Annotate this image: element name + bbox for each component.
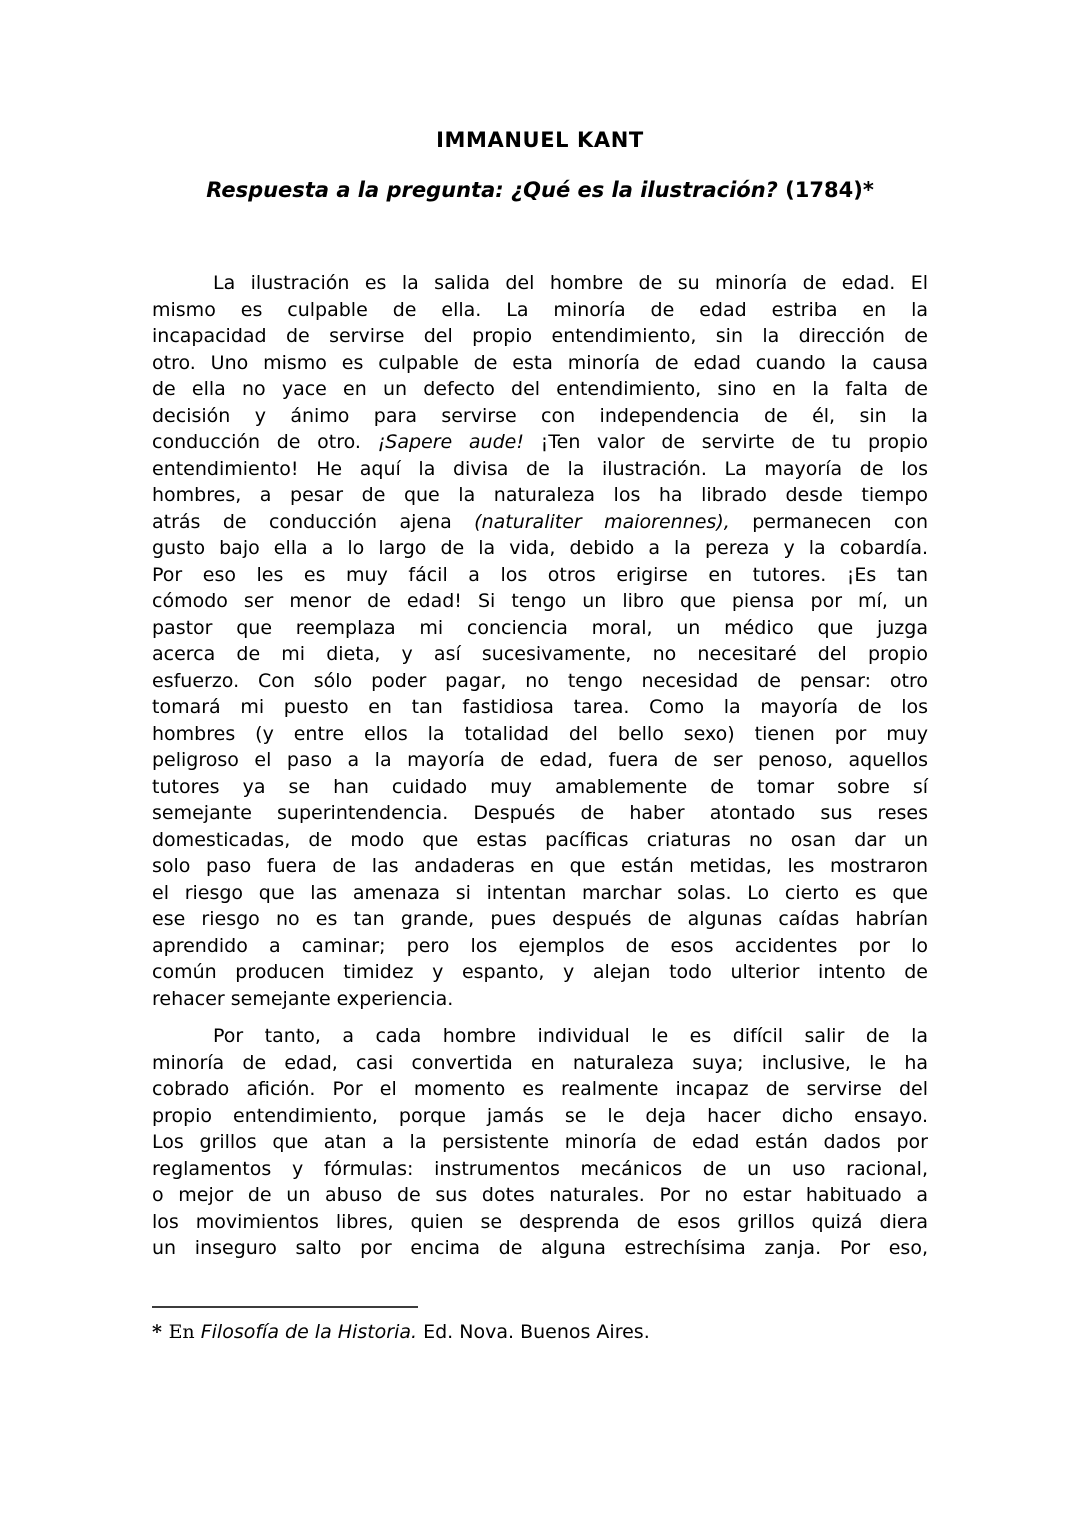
text-segment: aprendido a caminar; pero los ejemplos de esos accidentes por lo: [152, 934, 928, 957]
italic-text: Filosofía de la Historia.: [200, 1321, 418, 1343]
text-line: [152, 853, 928, 880]
text-segment: La ilustración es la salida del hombre de su minoría de edad. El: [213, 272, 928, 294]
text-segment: tutores ya se han cuidado muy amablemente de tomar sobre sí: [152, 775, 928, 798]
text-line: [152, 429, 928, 456]
text-segment: propio entendimiento, porque jamás se le deja hacer dicho ensayo.: [152, 1104, 928, 1127]
text-line: [152, 774, 928, 801]
text-line: [152, 1050, 928, 1077]
text-segment: permanecen con: [729, 510, 928, 533]
text-line: [152, 1103, 928, 1130]
paragraph: [152, 270, 928, 1012]
text-line: [152, 1182, 928, 1209]
text-line: [152, 403, 928, 430]
text-line: [152, 1156, 928, 1183]
subtitle-year-text: (1784)*: [777, 178, 874, 202]
text-segment: minoría de edad, casi convertida en naturaleza suya; inclusive, le ha: [152, 1051, 928, 1074]
text-line: [152, 906, 928, 933]
footnote: [152, 1319, 928, 1346]
text-segment: cómodo ser menor de edad! Si tengo un libro que piensa por mí, un: [152, 590, 928, 612]
italic-text: (naturaliter maiorennes),: [474, 510, 730, 533]
text-line: [152, 933, 928, 960]
text-line: [152, 1023, 928, 1050]
text-segment: esfuerzo. Con sólo poder pagar, no tengo necesidad de pensar: otro: [152, 669, 928, 692]
text-line: [152, 482, 928, 509]
text-line: [152, 562, 928, 589]
text-segment: incapacidad de servirse del propio entendimiento, sin la dirección de: [152, 325, 928, 347]
text-line: [152, 827, 928, 854]
italic-text: ¡Sapere aude!: [377, 431, 524, 453]
text-segment: gusto bajo ella a lo largo de la vida, debido a la pereza y la cobardía.: [152, 537, 928, 559]
text-segment: o mejor de un abuso de sus dotes naturales. Por no estar habituado a: [152, 1184, 928, 1206]
text-segment: reglamentos y fórmulas: instrumentos mecánicos de un uso racional,: [152, 1157, 928, 1180]
text-segment: semejante superintendencia. Después de haber atontado sus reses: [152, 802, 928, 824]
text-line: [152, 588, 928, 615]
page-title: IMMANUEL KANT: [436, 128, 644, 152]
text-segment: peligroso el paso a la mayoría de edad, fuera de ser penoso, aquellos: [152, 749, 928, 771]
subtitle-italic-text: Respuesta a la pregunta: ¿Qué es la ilustración?: [206, 178, 778, 202]
text-segment: común producen timidez y espanto, y alejan todo ulterior intento de: [152, 961, 928, 983]
text-segment: decisión y ánimo para servirse con independencia de él, sin la: [152, 404, 928, 427]
text-segment: *: [152, 1321, 169, 1343]
text-segment: los movimientos libres, quien se desprenda de esos grillos quizá diera: [152, 1210, 928, 1233]
text-line: [152, 323, 928, 350]
text-segment: En: [168, 1321, 201, 1343]
paragraph: [152, 1023, 928, 1262]
text-line: [152, 509, 928, 536]
text-segment: pastor que reemplaza mi conciencia moral, un médico que juzga: [152, 616, 928, 639]
text-segment: tomará mi puesto en tan fastidiosa tarea. Como la mayoría de los: [152, 696, 928, 718]
text-line: [152, 641, 928, 668]
text-line: [152, 721, 928, 748]
text-segment: un inseguro salto por encima de alguna estrechísima zanja. Por eso,: [152, 1237, 928, 1259]
text-segment: Por eso les es muy fácil a los otros erigirse en tutores. ¡Es tan: [152, 563, 928, 586]
footnote-divider: [152, 1306, 418, 1308]
text-segment: cobrado afición. Por el momento es realmente incapaz de servirse del: [152, 1078, 928, 1100]
text-segment: otro. Uno mismo es culpable de esta minoría de edad cuando la causa: [152, 351, 928, 374]
text-line: [152, 1129, 928, 1156]
text-line: [152, 694, 928, 721]
text-segment: entendimiento! He aquí la divisa de la ilustración. La mayoría de los: [152, 457, 928, 480]
text-line: [152, 800, 928, 827]
text-line: [152, 668, 928, 695]
text-segment: ¡Ten valor de servirte de tu propio: [523, 431, 928, 453]
page-subtitle: [0, 178, 1080, 202]
text-line: [152, 456, 928, 483]
text-line: [152, 1235, 928, 1262]
text-segment: solo paso fuera de las andaderas en que están metidas, les mostraron: [152, 855, 928, 877]
text-line: [152, 297, 928, 324]
text-segment: de ella no yace en un defecto del entendimiento, sino en la falta de: [152, 378, 928, 400]
text-line: [152, 986, 928, 1013]
text-line: [152, 376, 928, 403]
text-segment: rehacer semejante experiencia.: [152, 987, 454, 1010]
text-segment: el riesgo que las amenaza si intentan marchar solas. Lo cierto es que: [152, 881, 928, 904]
document-body: [152, 270, 928, 1262]
text-line: [152, 747, 928, 774]
text-line: [152, 270, 928, 297]
text-segment: domesticadas, de modo que estas pacíficas criaturas no osan dar un: [152, 828, 928, 851]
text-segment: Por tanto, a cada hombre individual le es difícil salir de la: [213, 1025, 928, 1047]
text-segment: hombres, a pesar de que la naturaleza los ha librado desde tiempo: [152, 484, 928, 506]
text-segment: ese riesgo no es tan grande, pues después de algunas caídas habrían: [152, 908, 928, 930]
text-line: [152, 959, 928, 986]
text-line: [152, 350, 928, 377]
text-line: [152, 615, 928, 642]
text-line: [152, 880, 928, 907]
text-segment: hombres (y entre ellos la totalidad del bello sexo) tienen por muy: [152, 722, 928, 745]
text-segment: atrás de conducción ajena: [152, 510, 475, 533]
text-segment: Los grillos que atan a la persistente minoría de edad están dados por: [152, 1131, 928, 1153]
text-line: [152, 1076, 928, 1103]
text-line: [152, 1209, 928, 1236]
text-segment: Ed. Nova. Buenos Aires.: [417, 1321, 650, 1343]
text-segment: mismo es culpable de ella. La minoría de edad estriba en la: [152, 298, 928, 321]
text-line: [152, 535, 928, 562]
text-segment: conducción de otro.: [152, 431, 378, 453]
text-segment: acerca de mi dieta, y así sucesivamente, no necesitaré del propio: [152, 643, 928, 665]
